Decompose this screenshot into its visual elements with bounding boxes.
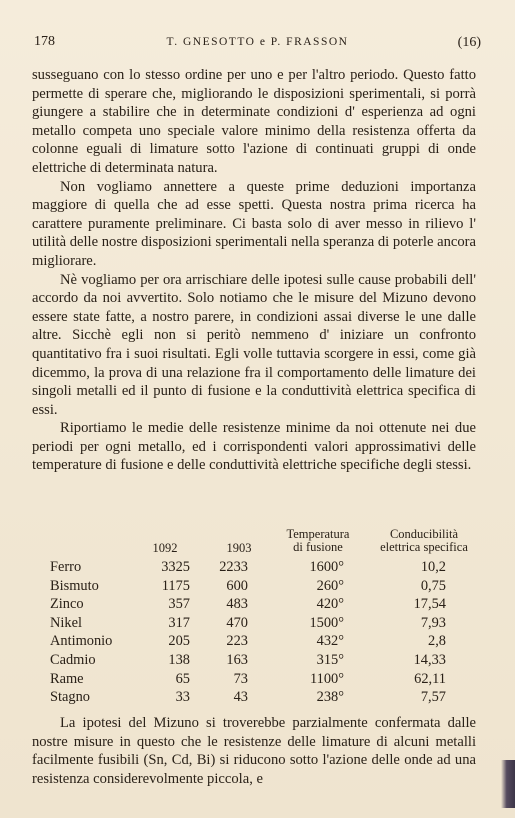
- value-1903: 2233: [219, 559, 248, 575]
- conductivity: 2,8: [428, 633, 446, 650]
- conductivity: 7,93: [420, 614, 446, 631]
- table-row: [50, 688, 478, 707]
- value-1092: 65: [175, 670, 190, 687]
- value-1903: 483: [226, 596, 248, 613]
- conductivity: 10,2: [420, 559, 446, 575]
- paragraph-3: Nè vogliamo per ora arrischiare delle ipotesi sulle cause probabili dell' accordo da noi avvertito. Solo notiamo che le misure del Mizuno devono essere state fatte, a nostro parere, in condizioni assai diverse le une dalle altre. Sicchè egli non si peritò nemmeno d' iniziare un confronto quantitativo fra i suoi risultati. Egli volle tuttavia scorgere in essi, come già dicemmo, la prova di una relazione fra il comportamento delle limature dei singoli metalli ed il punto di fusione e la conduttività elettrica specifica di essi.: [32, 271, 476, 418]
- paragraph-1: susseguano con lo stesso ordine per uno e per l'altro periodo. Questo fatto permette di sperare che, migliorando le disposizioni sperimentali, si porrà giungere a stabilire che in determinate condizioni d' esperienza ad ogni metallo competa uno speciale valore minimo della resistenza offerta da colonne eguali di limature sotto l'azione di continuati gruppi di onde elettriche di determinata natura.: [32, 67, 476, 176]
- value-1092: 138: [168, 651, 190, 668]
- page-edge-shadow: [501, 760, 515, 808]
- table-row: [50, 632, 478, 651]
- metal-name: Rame: [50, 670, 84, 687]
- conductivity: 7,57: [420, 689, 446, 706]
- value-1903: 73: [233, 670, 248, 687]
- conductivity: 0,75: [420, 577, 446, 594]
- value-1092: 357: [168, 596, 190, 613]
- conductivity: 17,54: [413, 596, 446, 613]
- value-1903: 223: [226, 633, 248, 650]
- melting-temperature: 1100°: [309, 670, 344, 687]
- header-conductivity-line1: Conducibilità: [389, 527, 459, 541]
- header-temperature-line2: di fusione: [293, 540, 343, 554]
- melting-temperature: 238°: [316, 689, 344, 706]
- metal-name: Nikel: [50, 614, 82, 631]
- value-1092: 33: [175, 689, 190, 706]
- table-header: [50, 528, 478, 558]
- table-row: [50, 595, 478, 614]
- value-1092: 1175: [161, 577, 190, 594]
- header-temperature: [276, 528, 360, 554]
- metal-name: Zinco: [50, 596, 84, 613]
- table-row: [50, 670, 478, 689]
- paragraph-4: Riportiamo le medie delle resistenze minime da noi ottenute nei due periodi per ogni metallo, ed i corrispondenti valori approssimativi delle temperature di fusione e delle conduttività elettriche specifiche degli stessi.: [32, 420, 476, 474]
- table-row: [50, 577, 478, 596]
- melting-temperature: 260°: [316, 577, 344, 594]
- header-temperature-line1: Temperatura: [286, 527, 350, 541]
- value-1092: 205: [168, 633, 190, 650]
- table-row: [50, 558, 478, 577]
- paragraph-2: Non vogliamo annettere a queste prime deduzioni importanza maggiore di quella che ad esse spetti. Questa nostra prima ricerca ha carattere puramente preliminare. Ci basta solo di aver messo in rilievo l' utilità delle nostre disposizioni sperimentali nella speranza di poterle ancora migliorare.: [32, 178, 476, 269]
- closing-paragraph: La ipotesi del Mizuno si troverebbe parzialmente confermata dalle nostre misure in questo che le resistenze delle limature di alcuni metalli facilmente fusibili (Sn, Cd, Bi) si riducono sotto l'azione delle onde ad una resistenza considerevolmente piccola, e: [32, 715, 476, 787]
- metals-table: [50, 528, 478, 707]
- value-1903: 470: [226, 614, 248, 631]
- value-1903: 163: [226, 651, 248, 668]
- melting-temperature: 315°: [316, 651, 344, 668]
- header-1092: 1092: [152, 541, 178, 555]
- metal-name: Bismuto: [50, 577, 99, 594]
- running-header: [34, 34, 481, 54]
- metal-name: Cadmio: [50, 651, 96, 668]
- melting-temperature: 1600°: [309, 559, 344, 575]
- header-conductivity-line2: elettrica specifica: [380, 540, 468, 554]
- running-title-authors: T. GNESOTTO e P. FRASSON: [166, 36, 349, 48]
- page-number: 178: [34, 34, 55, 49]
- value-1092: 3325: [161, 559, 190, 575]
- melting-temperature: 420°: [316, 596, 344, 613]
- metal-name: Ferro: [50, 559, 82, 575]
- header-1903: 1903: [226, 541, 252, 555]
- closing-text: [32, 714, 476, 788]
- melting-temperature: 1500°: [309, 614, 344, 631]
- metal-name: Antimonio: [50, 633, 113, 650]
- value-1092: 317: [168, 614, 190, 631]
- value-1903: 600: [226, 577, 248, 594]
- metal-name: Stagno: [50, 689, 90, 706]
- section-number: (16): [457, 35, 481, 50]
- table-row: [50, 651, 478, 670]
- table-row: [50, 614, 478, 633]
- header-conductivity: [368, 528, 480, 554]
- melting-temperature: 432°: [316, 633, 344, 650]
- value-1903: 43: [233, 689, 248, 706]
- conductivity: 14,33: [413, 651, 446, 668]
- main-text: [32, 66, 476, 475]
- conductivity: 62,11: [414, 670, 446, 687]
